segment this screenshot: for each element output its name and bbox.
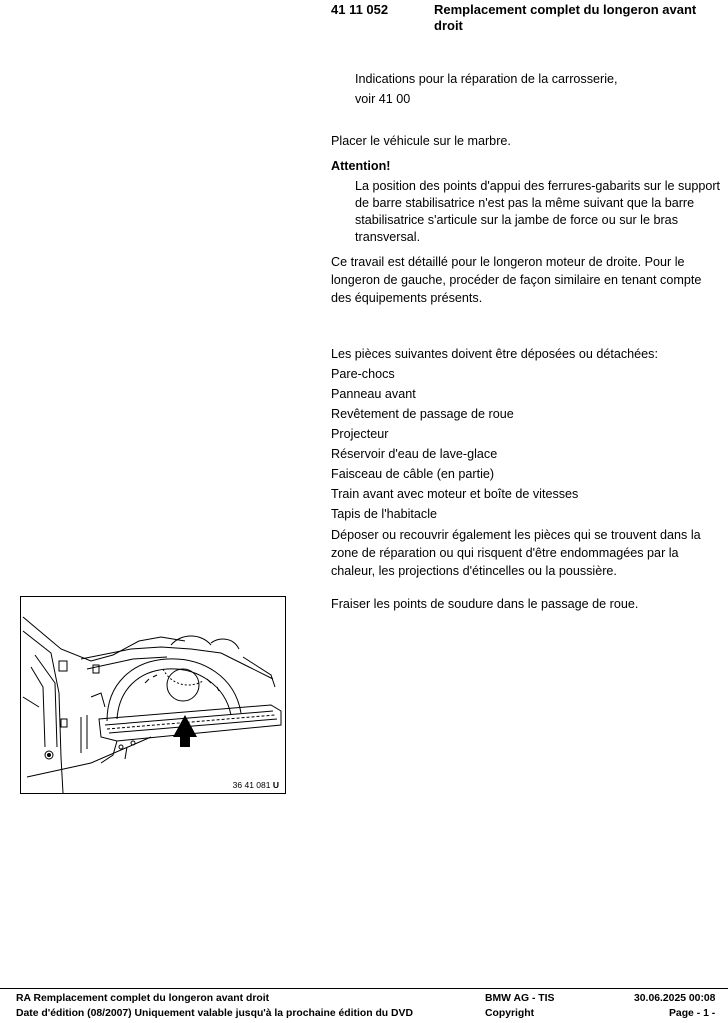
list-item: Pare-chocs [331, 367, 395, 381]
step-place-vehicle: Placer le véhicule sur le marbre. [331, 134, 511, 148]
attention-label: Attention! [331, 159, 391, 173]
parts-intro: Les pièces suivantes doivent être déposées ou détachées: [331, 347, 658, 361]
list-item: Tapis de l'habitacle [331, 507, 438, 521]
attention-text: La position des points d'appui des ferrures-gabarits sur le support de barre stabilisatrice n'est pas la même suivant que la barre stabilisatrice s'articule sur la jambe de force ou sur le bras transversal. [355, 179, 721, 244]
repair-note-line2: voir 41 00 [355, 92, 411, 106]
footer-divider [0, 988, 728, 989]
footer-doc-title: RA Remplacement complet du longeron avant droit [16, 993, 270, 1004]
arrow-icon [173, 715, 197, 747]
list-item: Revêtement de passage de roue [331, 407, 514, 421]
illustration-wheel-arch [20, 596, 286, 794]
list-item: Panneau avant [331, 387, 416, 401]
list-item: Réservoir d'eau de lave-glace [331, 447, 498, 461]
procedure-number: 41 11 052 [331, 2, 389, 17]
footer-copyright: Copyright [485, 1008, 535, 1019]
parts-list [331, 364, 723, 524]
list-item: Projecteur [331, 427, 389, 441]
footer-datetime: 30.06.2025 00:08 [634, 993, 716, 1004]
list-item: Train avant avec moteur et boîte de vitesses [331, 487, 579, 501]
parts-note: Déposer ou recouvrir également les pièces qui se trouvent dans la zone de réparation ou qui risquent d'être endommagées par la chaleur, les projections d'étincelles ou la poussière. [331, 528, 701, 578]
figure-label: 36 41 081 U [232, 780, 279, 790]
side-note: Ce travail est détaillé pour le longeron moteur de droite. Pour le longeron de gauche, procéder de façon similaire en tenant compte des équipements présents. [331, 255, 702, 305]
footer-page-number: Page - 1 - [669, 1008, 716, 1019]
list-item: Faisceau de câble (en partie) [331, 467, 495, 481]
step-mill-spot-welds: Fraiser les points de soudure dans le passage de roue. [331, 597, 639, 611]
body-structure-drawing [21, 597, 285, 793]
repair-note-line1: Indications pour la réparation de la carrosserie, [355, 72, 618, 86]
procedure-title: Remplacement complet du longeron avant droit [434, 2, 697, 33]
footer-edition: Date d'édition (08/2007) Uniquement valable jusqu'à la prochaine édition du DVD [16, 1008, 413, 1019]
footer-publisher: BMW AG - TIS [485, 993, 555, 1004]
